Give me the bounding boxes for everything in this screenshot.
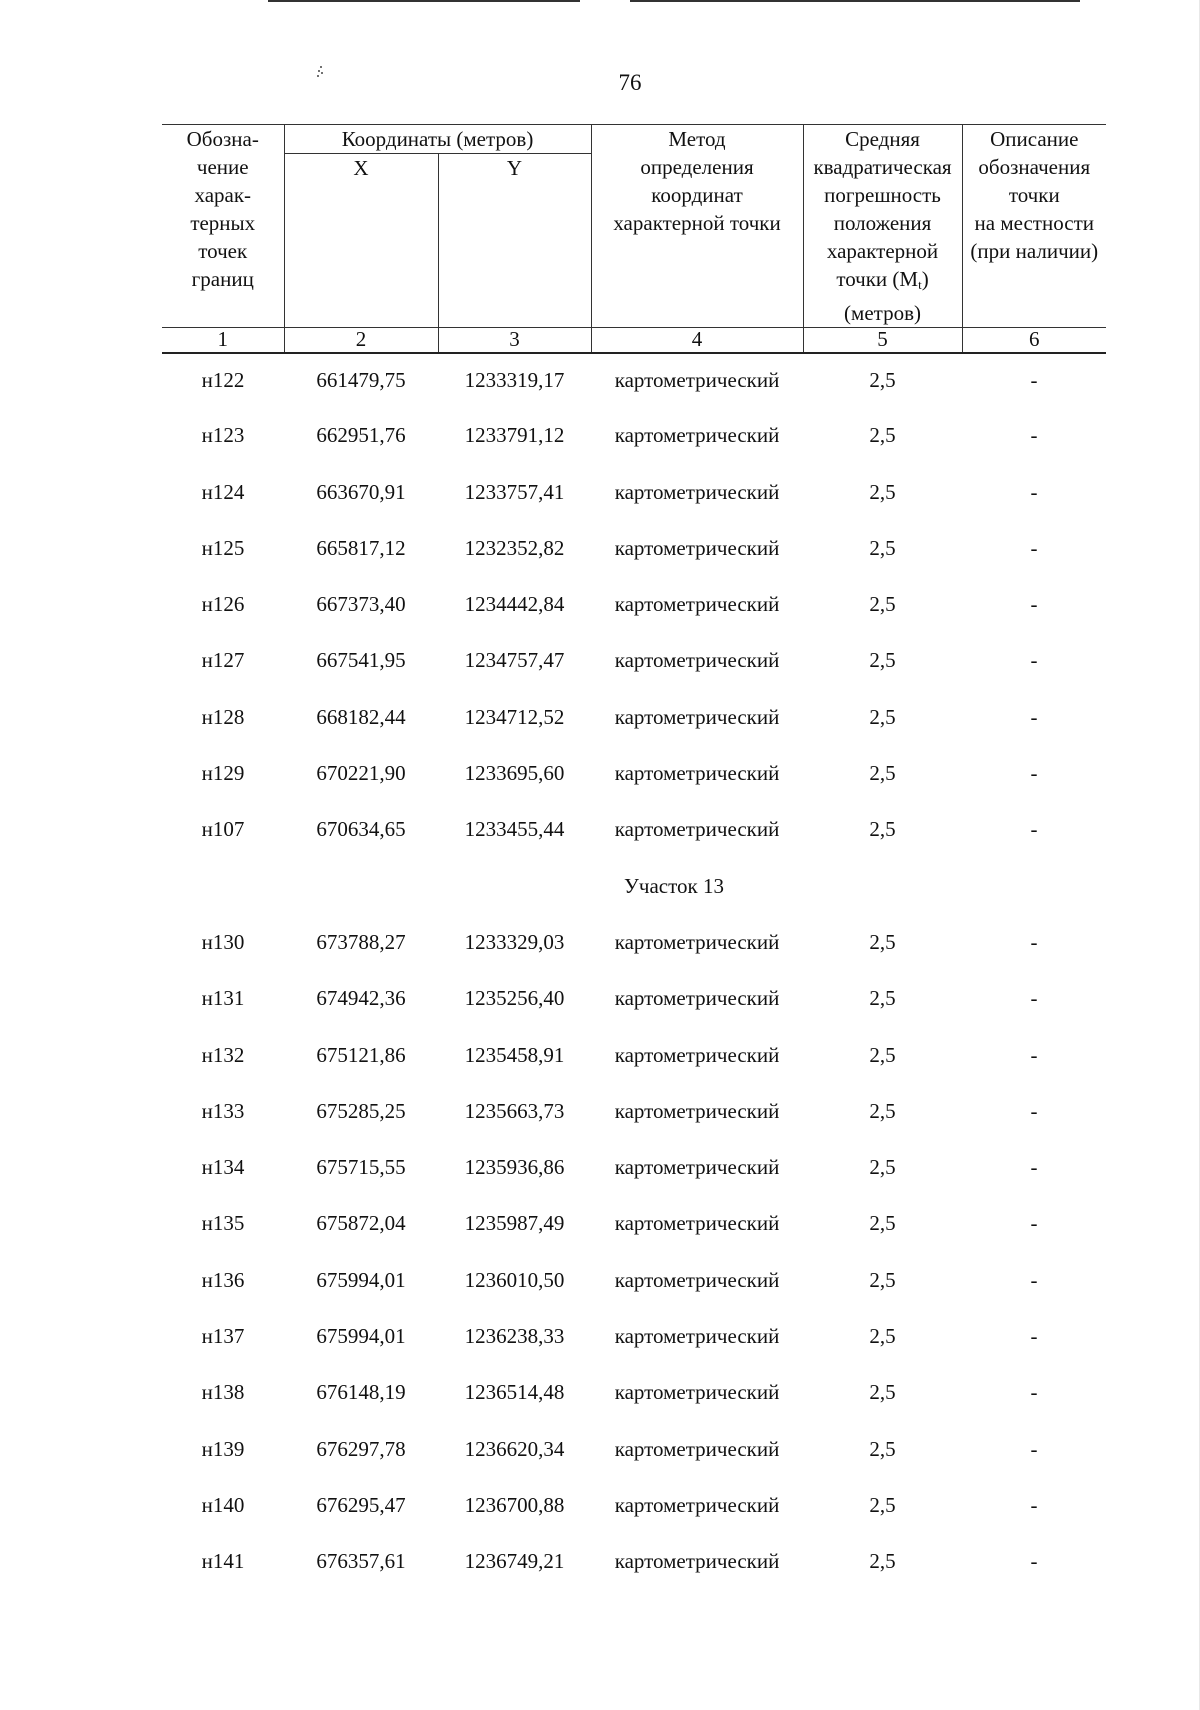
- table-row: [162, 972, 1106, 1028]
- point-designation: н127: [201, 648, 245, 673]
- coord-y: 1236749,21: [464, 1549, 565, 1574]
- coord-x: 667541,95: [316, 648, 406, 673]
- description: -: [1030, 1267, 1038, 1292]
- method: картометрический: [614, 1267, 780, 1292]
- description: -: [1030, 423, 1038, 448]
- error-value: 2,5: [869, 1380, 896, 1405]
- method: картометрический: [614, 929, 780, 954]
- point-designation: н131: [201, 986, 245, 1011]
- method: картометрический: [614, 1155, 780, 1180]
- table-row: [162, 634, 1106, 690]
- point-designation: н123: [201, 423, 245, 448]
- coord-x: 675872,04: [316, 1211, 406, 1236]
- header-x: X: [284, 154, 438, 328]
- error-value: 2,5: [869, 929, 896, 954]
- description: -: [1030, 1098, 1038, 1123]
- method: картометрический: [614, 423, 780, 448]
- table-row: [162, 466, 1106, 522]
- point-designation: н129: [201, 761, 245, 786]
- coord-x: 668182,44: [316, 704, 406, 729]
- coord-y: 1232352,82: [464, 535, 565, 560]
- point-designation: н138: [201, 1380, 245, 1405]
- error-value: 2,5: [869, 648, 896, 673]
- error-value: 2,5: [869, 761, 896, 786]
- point-designation: н124: [201, 479, 245, 504]
- scan-top-rule: [630, 0, 1080, 2]
- error-value: 2,5: [869, 368, 896, 392]
- table-row: [162, 1479, 1106, 1535]
- coord-y: 1235987,49: [464, 1211, 565, 1236]
- point-designation: н135: [201, 1211, 245, 1236]
- method: картометрический: [614, 1436, 780, 1461]
- method: картометрический: [614, 1492, 780, 1517]
- coord-y: 1236620,34: [464, 1436, 565, 1461]
- method: картометрический: [614, 761, 780, 786]
- method: картометрический: [614, 479, 780, 504]
- point-designation: н136: [201, 1267, 245, 1292]
- coord-x: 676357,61: [316, 1549, 406, 1574]
- scan-top-rule: [268, 0, 580, 2]
- method: картометрический: [614, 817, 780, 842]
- description: -: [1030, 1549, 1038, 1574]
- description: -: [1030, 1492, 1038, 1517]
- method: картометрический: [614, 1042, 780, 1067]
- description: -: [1030, 817, 1038, 842]
- description: -: [1030, 592, 1038, 617]
- point-designation: н132: [201, 1042, 245, 1067]
- description: -: [1030, 1380, 1038, 1405]
- error-value: 2,5: [869, 1155, 896, 1180]
- method: картометрический: [614, 648, 780, 673]
- header-method: Метод определения координат характерной точки: [591, 125, 803, 328]
- coord-x: 673788,27: [316, 929, 406, 954]
- coord-y: 1236700,88: [464, 1492, 565, 1517]
- table-row: [162, 803, 1106, 859]
- error-value: 2,5: [869, 1436, 896, 1461]
- table-row: [162, 691, 1106, 747]
- point-designation: н122: [201, 368, 245, 392]
- method: картометрический: [614, 1380, 780, 1405]
- table-row: [162, 747, 1106, 803]
- description: -: [1030, 368, 1038, 392]
- error-value: 2,5: [869, 1324, 896, 1349]
- table-row: [162, 578, 1106, 634]
- table-row: [162, 353, 1106, 409]
- method: картометрический: [614, 592, 780, 617]
- coord-y: 1233791,12: [464, 423, 565, 448]
- header-coordinates-group: Координаты (метров): [284, 125, 591, 154]
- coord-y: 1233319,17: [464, 368, 565, 392]
- coord-x: 665817,12: [316, 535, 406, 560]
- method: картометрический: [614, 986, 780, 1011]
- coord-y: 1234757,47: [464, 648, 565, 673]
- coord-x: 674942,36: [316, 986, 406, 1011]
- point-designation: н137: [201, 1324, 245, 1349]
- coordinates-table: [162, 124, 1106, 1592]
- description: -: [1030, 929, 1038, 954]
- coord-x: 662951,76: [316, 423, 406, 448]
- coord-y: 1236238,33: [464, 1324, 565, 1349]
- coord-y: 1233329,03: [464, 929, 565, 954]
- description: -: [1030, 1211, 1038, 1236]
- coord-x: 676295,47: [316, 1492, 406, 1517]
- coord-y: 1233455,44: [464, 817, 565, 842]
- error-value: 2,5: [869, 1211, 896, 1236]
- error-value: 2,5: [869, 1042, 896, 1067]
- table-body-a: [162, 353, 1106, 860]
- coord-x: 675994,01: [316, 1267, 406, 1292]
- description: -: [1030, 648, 1038, 673]
- error-value: 2,5: [869, 1098, 896, 1123]
- error-value: 2,5: [869, 704, 896, 729]
- table-row: [162, 1254, 1106, 1310]
- method: картометрический: [614, 1549, 780, 1574]
- coord-x: 675715,55: [316, 1155, 406, 1180]
- error-value: 2,5: [869, 423, 896, 448]
- coord-y: 1236010,50: [464, 1267, 565, 1292]
- method: картометрический: [614, 704, 780, 729]
- coord-x: 675285,25: [316, 1098, 406, 1123]
- coord-y: 1234442,84: [464, 592, 565, 617]
- section-row: [162, 860, 1106, 916]
- header-description: Описание обозначения точки на местности (при наличии): [962, 125, 1106, 328]
- table-row: [162, 522, 1106, 578]
- header-mean-square-error: Средняя квадратическая погрешность положения характерной точки $(M_t)$ (метров): [803, 125, 962, 328]
- error-value: 2,5: [869, 1549, 896, 1574]
- column-number: 6: [962, 328, 1106, 354]
- coord-y: 1235256,40: [464, 986, 565, 1011]
- error-value: 2,5: [869, 479, 896, 504]
- coord-y: 1234712,52: [464, 704, 565, 729]
- description: -: [1030, 1042, 1038, 1067]
- point-designation: н134: [201, 1155, 245, 1180]
- point-designation: н140: [201, 1492, 245, 1517]
- method: картометрический: [614, 535, 780, 560]
- page-number: 76: [618, 70, 642, 95]
- coord-x: 667373,40: [316, 592, 406, 617]
- description: -: [1030, 535, 1038, 560]
- description: -: [1030, 1436, 1038, 1461]
- point-designation: н107: [201, 817, 245, 842]
- method: картометрический: [614, 1211, 780, 1236]
- point-designation: н141: [201, 1549, 245, 1574]
- coord-y: 1236514,48: [464, 1380, 565, 1405]
- table-row: [162, 1423, 1106, 1479]
- table-row: [162, 1141, 1106, 1197]
- column-numbers-row: [162, 328, 1106, 354]
- method: картометрический: [614, 1324, 780, 1349]
- coord-x: 675994,01: [316, 1324, 406, 1349]
- error-value: 2,5: [869, 986, 896, 1011]
- coord-y: 1235458,91: [464, 1042, 565, 1067]
- coord-y: 1233757,41: [464, 479, 565, 504]
- point-designation: н130: [201, 929, 245, 954]
- point-designation: н128: [201, 704, 245, 729]
- table-row: [162, 409, 1106, 465]
- coord-y: 1235936,86: [464, 1155, 565, 1180]
- coord-x: 676297,78: [316, 1436, 406, 1461]
- error-value: 2,5: [869, 1492, 896, 1517]
- coord-x: 676148,19: [316, 1380, 406, 1405]
- description: -: [1030, 704, 1038, 729]
- error-value: 2,5: [869, 1267, 896, 1292]
- error-value: 2,5: [869, 535, 896, 560]
- column-number: 4: [591, 328, 803, 354]
- header-y: Y: [438, 154, 591, 328]
- error-value: 2,5: [869, 592, 896, 617]
- table-row: [162, 1029, 1106, 1085]
- header-point-designation: Обозна- чение харак- терных точек границ: [162, 125, 284, 328]
- section-heading-body: [162, 860, 1106, 916]
- point-designation: н126: [201, 592, 245, 617]
- coord-y: 1235663,73: [464, 1098, 565, 1123]
- coord-x: 663670,91: [316, 479, 406, 504]
- description: -: [1030, 1155, 1038, 1180]
- method: картометрический: [614, 368, 780, 392]
- coord-x: 670221,90: [316, 761, 406, 786]
- point-designation: н133: [201, 1098, 245, 1123]
- point-designation: н125: [201, 535, 245, 560]
- column-number: 5: [803, 328, 962, 354]
- coord-x: 670634,65: [316, 817, 406, 842]
- point-designation: н139: [201, 1436, 245, 1461]
- description: -: [1030, 479, 1038, 504]
- description: -: [1030, 986, 1038, 1011]
- table-row: [162, 1535, 1106, 1591]
- description: -: [1030, 761, 1038, 786]
- coord-x: 661479,75: [316, 368, 406, 392]
- description: -: [1030, 1324, 1038, 1349]
- column-number: 1: [162, 328, 284, 354]
- section-title: Участок 13: [624, 873, 724, 898]
- table-row: [162, 916, 1106, 972]
- table-row: [162, 1197, 1106, 1253]
- table-row: [162, 1366, 1106, 1422]
- table-body-b: [162, 916, 1106, 1592]
- method: картометрический: [614, 1098, 780, 1123]
- table-row: [162, 1310, 1106, 1366]
- coord-y: 1233695,60: [464, 761, 565, 786]
- coord-x: 675121,86: [316, 1042, 406, 1067]
- column-number: 2: [284, 328, 438, 354]
- column-number: 3: [438, 328, 591, 354]
- error-value: 2,5: [869, 817, 896, 842]
- table-row: [162, 1085, 1106, 1141]
